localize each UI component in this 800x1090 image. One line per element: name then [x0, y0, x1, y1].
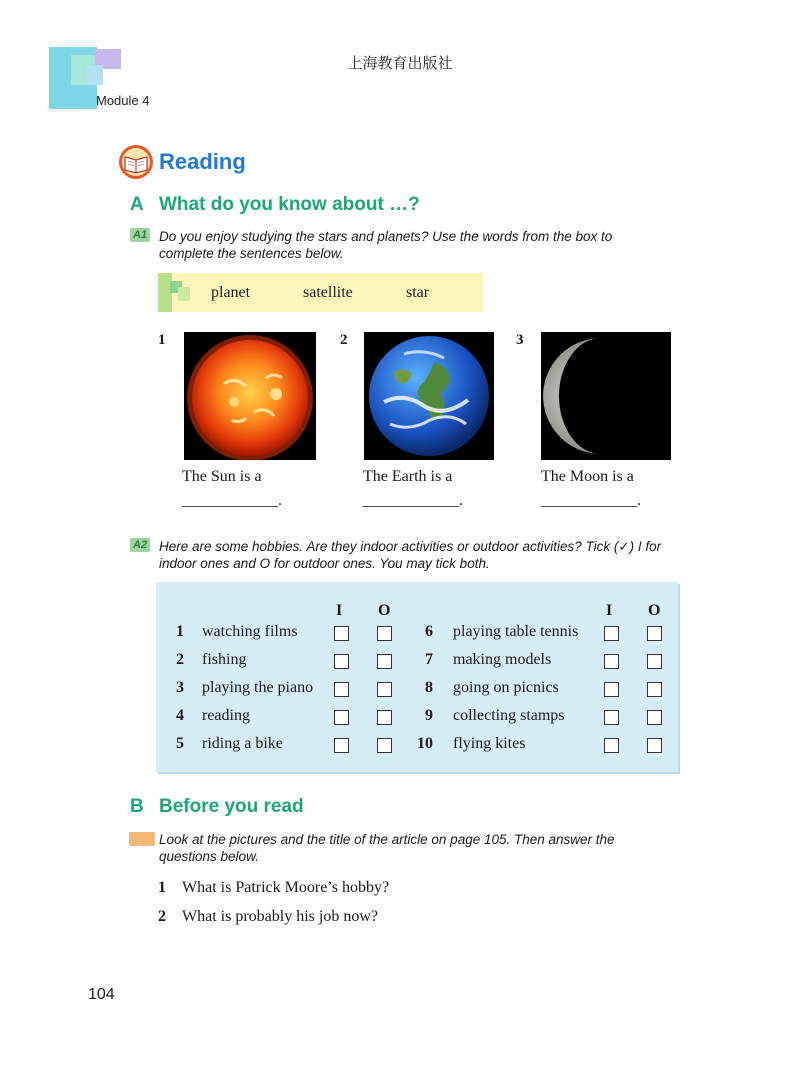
question-text: What is Patrick Moore’s hobby?: [182, 879, 390, 896]
outdoor-checkbox[interactable]: [377, 682, 392, 697]
outdoor-checkbox[interactable]: [647, 682, 662, 697]
outdoor-checkbox[interactable]: [647, 738, 662, 753]
question-text: What is probably his job now?: [182, 908, 378, 925]
hobby-label: riding a bike: [202, 735, 283, 752]
hobby-label: watching films: [202, 623, 298, 640]
outdoor-checkbox[interactable]: [377, 654, 392, 669]
moon-caption: The Moon is a: [541, 468, 634, 485]
hobby-label: fishing: [202, 651, 247, 668]
col-outdoor-header: O: [378, 602, 391, 619]
hobby-label: flying kites: [453, 735, 526, 752]
hobby-number: 3: [176, 679, 184, 696]
picture-number: 3: [516, 332, 524, 348]
hobby-label: reading: [202, 707, 250, 724]
hobby-number: 9: [425, 707, 433, 724]
word-planet: planet: [211, 284, 251, 301]
b-instruction-line1: Look at the pictures and the title of the article on page 105. Then answer the: [159, 832, 615, 847]
publisher-name: 上海教育出版社: [347, 54, 453, 72]
sun-image: [184, 332, 316, 460]
section-b-tag: [129, 832, 155, 846]
hobby-label: playing table tennis: [453, 623, 579, 640]
col-indoor-header: I: [336, 602, 343, 619]
hobby-number: 2: [176, 651, 184, 668]
hobby-number: 1: [176, 623, 184, 640]
indoor-checkbox[interactable]: [334, 710, 349, 725]
indoor-checkbox[interactable]: [334, 654, 349, 669]
outdoor-checkbox[interactable]: [647, 654, 662, 669]
indoor-checkbox[interactable]: [604, 626, 619, 641]
earth-caption: The Earth is a: [363, 468, 453, 485]
indoor-checkbox[interactable]: [604, 682, 619, 697]
outdoor-checkbox[interactable]: [377, 710, 392, 725]
earth-image: [364, 332, 494, 460]
hobby-number: 4: [176, 707, 184, 724]
reading-title: Reading: [159, 149, 246, 174]
book-icon: [118, 144, 154, 180]
hobby-number: 8: [425, 679, 433, 696]
moon-image: [541, 332, 671, 460]
a2-instruction-line2: indoor ones and O for outdoor ones. You may tick both.: [159, 556, 490, 571]
word-star: star: [406, 284, 430, 301]
a1-tag: A1: [130, 228, 150, 242]
section-a-title: What do you know about …?: [159, 194, 420, 215]
hobby-number: 5: [176, 735, 184, 752]
outdoor-checkbox[interactable]: [647, 626, 662, 641]
hobby-number: 10: [417, 735, 433, 752]
hobby-label: going on picnics: [453, 679, 559, 696]
indoor-checkbox[interactable]: [604, 654, 619, 669]
indoor-checkbox[interactable]: [334, 738, 349, 753]
col-indoor-header: I: [606, 602, 613, 619]
indoor-checkbox[interactable]: [334, 682, 349, 697]
indoor-checkbox[interactable]: [334, 626, 349, 641]
question-number: 1: [158, 879, 166, 896]
section-b-letter: B: [130, 796, 144, 817]
hobby-label: collecting stamps: [453, 707, 565, 724]
a2-instruction-line1: Here are some hobbies. Are they indoor activities or outdoor activities? Tick (✓) I for: [159, 539, 662, 554]
hobby-label: playing the piano: [202, 679, 314, 696]
earth-blank: ____________.: [363, 492, 463, 509]
hobby-label: making models: [453, 651, 552, 668]
hobby-number: 6: [425, 623, 433, 640]
indoor-checkbox[interactable]: [604, 738, 619, 753]
outdoor-checkbox[interactable]: [647, 710, 662, 725]
module-label: Module 4: [96, 93, 150, 108]
word-box-accent: [178, 287, 190, 301]
word-box: [158, 273, 483, 312]
b-instruction-line2: questions below.: [159, 849, 259, 864]
sun-caption: The Sun is a: [182, 468, 262, 485]
outdoor-checkbox[interactable]: [377, 738, 392, 753]
col-outdoor-header: O: [648, 602, 661, 619]
section-b-title: Before you read: [159, 796, 304, 817]
a2-tag: A2: [130, 538, 150, 552]
indoor-checkbox[interactable]: [604, 710, 619, 725]
hobby-number: 7: [425, 651, 433, 668]
sun-blank: ____________.: [182, 492, 282, 509]
outdoor-checkbox[interactable]: [377, 626, 392, 641]
picture-number: 2: [340, 332, 348, 348]
word-satellite: satellite: [303, 284, 353, 301]
picture-number: 1: [158, 332, 166, 348]
section-a-letter: A: [130, 194, 144, 215]
page-number: 104: [88, 986, 115, 1003]
question-number: 2: [158, 908, 166, 925]
a1-instruction-line2: complete the sentences below.: [159, 246, 344, 261]
a1-instruction-line1: Do you enjoy studying the stars and planets? Use the words from the box to: [159, 229, 613, 244]
moon-blank: ____________.: [541, 492, 641, 509]
